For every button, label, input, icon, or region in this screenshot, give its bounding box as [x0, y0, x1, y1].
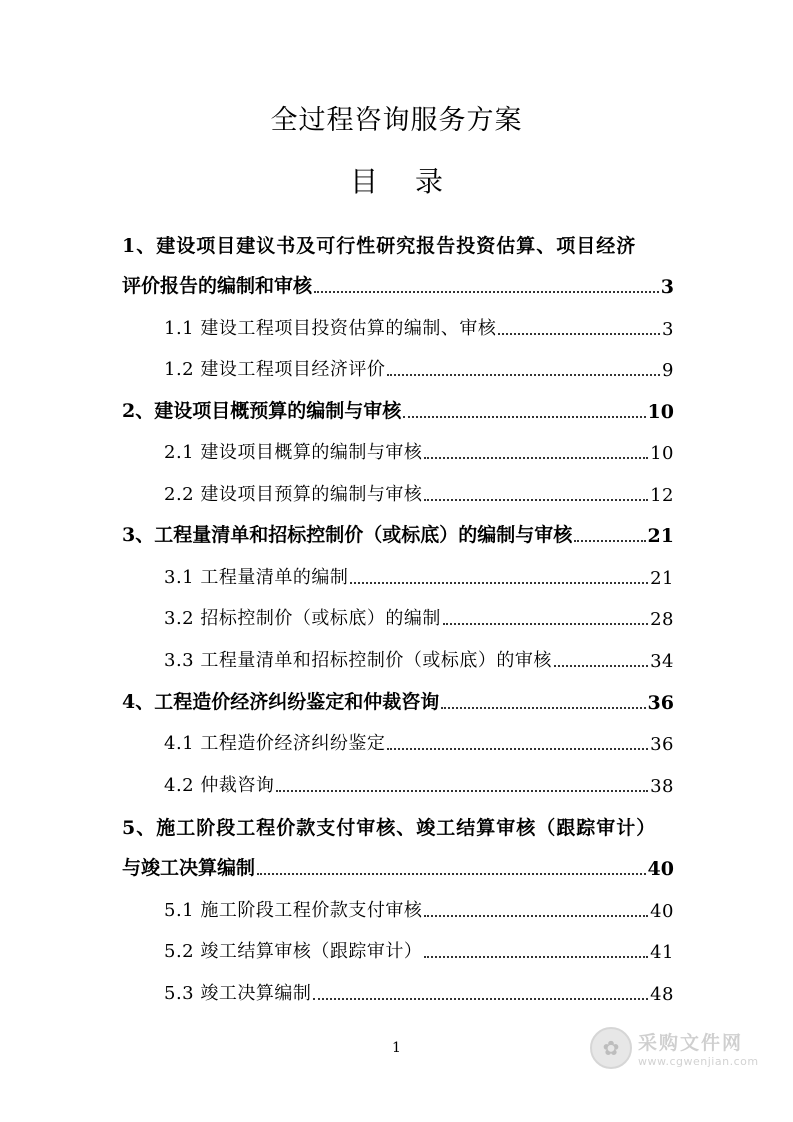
toc-section-5-1[interactable]	[164, 892, 674, 922]
toc-page-number: 36	[647, 692, 674, 714]
watermark-name: 采购文件网	[638, 1032, 744, 1054]
toc-page-number: 10	[647, 401, 674, 423]
dot-leader	[574, 539, 645, 542]
dot-leader	[424, 498, 648, 501]
document-title: 全过程咨询服务方案	[270, 105, 523, 136]
toc-entry-text: 5.2 竣工结算审核（跟踪审计）	[164, 941, 423, 962]
toc-entry-text: 3.1 工程量清单的编制	[164, 567, 349, 588]
dot-leader	[403, 415, 645, 418]
dot-leader	[276, 789, 648, 792]
toc-section-3-3[interactable]	[164, 642, 674, 672]
toc-section-5-2[interactable]	[164, 933, 674, 963]
dot-leader	[424, 955, 648, 958]
cgwenjian-logo-icon: ✿	[590, 1027, 632, 1069]
toc-entry-text: 3.3 工程量清单和招标控制价（或标底）的审核	[164, 650, 552, 671]
toc-entry-text: 1.1 建设工程项目投资估算的编制、审核	[164, 318, 497, 339]
toc-page-number: 12	[650, 485, 674, 506]
toc-page-number: 3	[660, 276, 674, 298]
dot-leader	[424, 456, 648, 459]
watermark	[590, 1025, 760, 1071]
dot-leader	[257, 872, 646, 875]
toc-page-number: 40	[647, 858, 674, 880]
toc-section-4[interactable]	[122, 684, 674, 714]
dot-leader	[387, 373, 660, 376]
toc-entry-text: 4.2 仲裁咨询	[164, 775, 275, 796]
dot-leader	[554, 664, 648, 667]
toc-section-1-1[interactable]	[164, 310, 674, 340]
toc-entry-text: 1.2 建设工程项目经济评价	[164, 359, 386, 380]
dot-leader	[313, 997, 648, 1000]
toc-page-number: 34	[650, 651, 674, 672]
toc-page-number: 9	[662, 360, 674, 381]
toc-section-4-2[interactable]	[164, 767, 674, 797]
toc-entry-text: 2.1 建设项目概算的编制与审核	[164, 442, 423, 463]
toc-section-2[interactable]	[122, 393, 674, 423]
dot-leader	[314, 290, 659, 293]
toc-page-number: 36	[650, 734, 674, 755]
toc-entry-text: 2、建设项目概预算的编制与审核	[122, 400, 402, 422]
toc-section-4-1[interactable]	[164, 725, 674, 755]
toc-heading: 目 录	[350, 165, 457, 198]
page-number: 1	[392, 1040, 401, 1056]
toc-entry-text: 2.2 建设项目预算的编制与审核	[164, 484, 423, 505]
toc-section-5[interactable]	[122, 850, 674, 880]
toc-entry-text: 3.2 招标控制价（或标底）的编制	[164, 608, 441, 629]
toc-section-3[interactable]	[122, 517, 674, 547]
toc-page-number: 21	[650, 568, 674, 589]
toc-entry-text: 5.1 施工阶段工程价款支付审核	[164, 900, 423, 921]
toc-section-1-line1[interactable]: 1、建设项目建议书及可行性研究报告投资估算、项目经济	[122, 235, 637, 257]
toc-entry-text: 评价报告的编制和审核	[122, 275, 313, 297]
dot-leader	[443, 622, 648, 625]
dot-leader	[350, 581, 648, 584]
toc-entry-text: 与竣工决算编制	[122, 857, 256, 879]
toc-section-3-1[interactable]	[164, 559, 674, 589]
toc-page-number: 38	[650, 776, 674, 797]
toc-page-number: 40	[650, 901, 674, 922]
toc-section-2-2[interactable]	[164, 476, 674, 506]
toc-entry-text: 5.3 竣工决算编制	[164, 983, 312, 1004]
toc-section-5-line1[interactable]: 5、施工阶段工程价款支付审核、竣工结算审核（跟踪审计）	[122, 817, 657, 839]
toc-section-2-1[interactable]	[164, 434, 674, 464]
dot-leader	[441, 706, 645, 709]
toc-page-number: 28	[650, 609, 674, 630]
dot-leader	[424, 914, 648, 917]
toc-entry-text: 4.1 工程造价经济纠纷鉴定	[164, 733, 386, 754]
toc-section-1[interactable]	[122, 268, 674, 298]
dot-leader	[498, 332, 660, 335]
watermark-url: www.cgwenjian.com	[638, 1055, 759, 1068]
toc-entry-text: 4、工程造价经济纠纷鉴定和仲裁咨询	[122, 691, 440, 713]
toc-section-5-3[interactable]	[164, 975, 674, 1005]
toc-section-3-2[interactable]	[164, 600, 674, 630]
toc-page-number: 10	[650, 443, 674, 464]
dot-leader	[387, 747, 648, 750]
toc-page-number: 48	[650, 984, 674, 1005]
toc-page-number: 3	[662, 319, 674, 340]
toc-section-1-2[interactable]	[164, 351, 674, 381]
toc-entry-text: 3、工程量清单和招标控制价（或标底）的编制与审核	[122, 524, 573, 546]
toc-page-number: 41	[650, 942, 674, 963]
toc-page-number: 21	[647, 525, 674, 547]
